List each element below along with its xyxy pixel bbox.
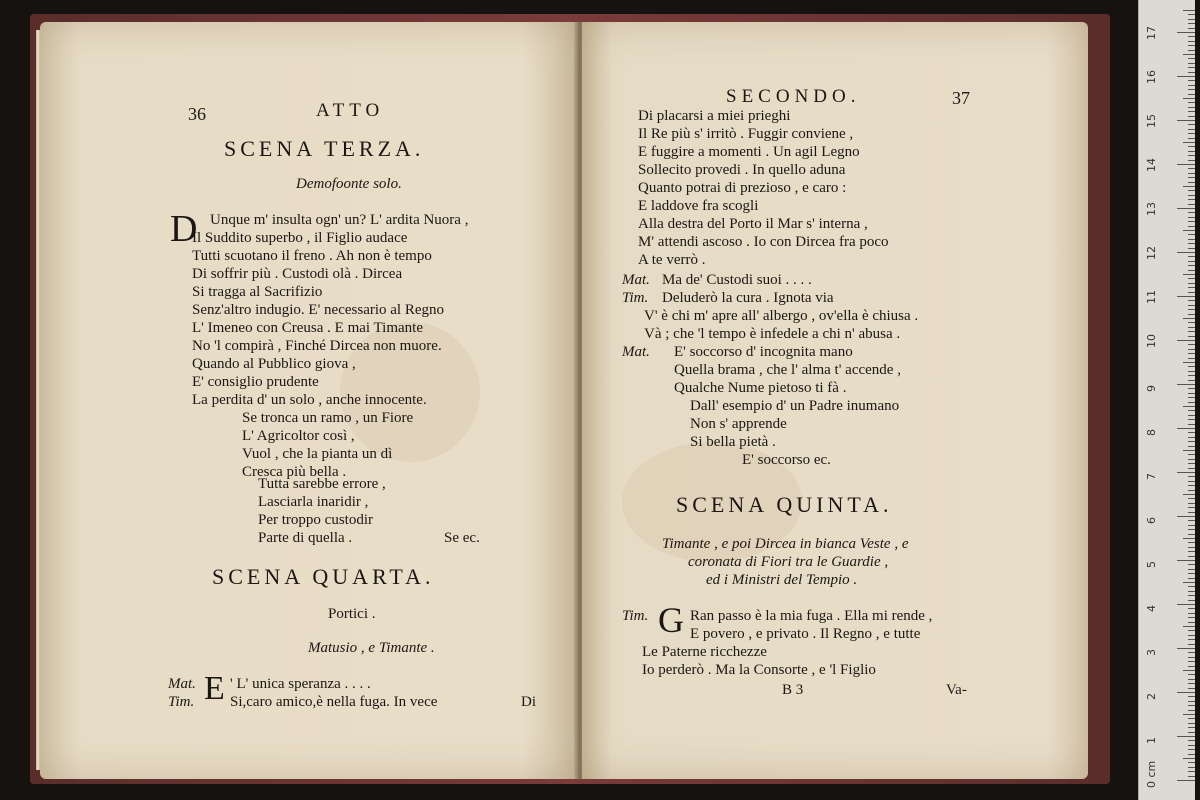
- ruler-tick: [1188, 644, 1195, 645]
- drop-cap: G: [658, 600, 684, 640]
- speaker-label: Tim.: [622, 290, 649, 306]
- aria-ending: Se ec.: [444, 530, 480, 546]
- ruler-tick: [1188, 432, 1195, 433]
- ruler-tick: [1188, 419, 1195, 420]
- text-line: Non s' apprende: [690, 416, 787, 432]
- ruler-tick: [1188, 173, 1195, 174]
- ruler-tick: [1188, 80, 1195, 81]
- scene-title: SCENA QUINTA.: [676, 492, 893, 517]
- ruler-tick: [1188, 622, 1195, 623]
- ruler-tick: [1188, 630, 1195, 631]
- ruler-tick: [1177, 428, 1195, 429]
- ruler-tick: [1188, 314, 1195, 315]
- ruler-tick: [1177, 736, 1195, 737]
- left-page: [40, 22, 577, 779]
- ruler-tick: [1188, 155, 1195, 156]
- ruler-tick: [1188, 498, 1195, 499]
- ruler-tick: [1188, 569, 1195, 570]
- right-page: [582, 22, 1088, 779]
- text-line: Parte di quella .: [258, 530, 353, 546]
- ruler-tick: [1188, 551, 1195, 552]
- ruler-tick: [1183, 318, 1195, 319]
- ruler-tick: [1188, 85, 1195, 86]
- ruler-tick: [1188, 446, 1195, 447]
- ruler-tick: [1188, 111, 1195, 112]
- ruler-tick: [1188, 380, 1195, 381]
- text-line: ed i Ministri del Tempio .: [706, 572, 858, 588]
- ruler-tick: [1188, 168, 1195, 169]
- text-line: Quando al Pubblico giova ,: [192, 356, 356, 372]
- ruler-tick: [1188, 573, 1195, 574]
- ruler-number: 9: [1145, 385, 1158, 392]
- ruler-tick: [1188, 58, 1195, 59]
- text-line: Unque m' insulta ogn' un? L' ardita Nuora ,: [210, 212, 469, 228]
- ruler-tick: [1188, 754, 1195, 755]
- ruler-tick: [1188, 534, 1195, 535]
- ruler-tick: [1188, 463, 1195, 464]
- ruler-tick: [1188, 767, 1195, 768]
- dialogue-line: ' L' unica speranza . . . .: [230, 676, 371, 692]
- ruler-tick: [1188, 278, 1195, 279]
- ruler-tick: [1188, 393, 1195, 394]
- ruler-tick: [1188, 657, 1195, 658]
- ruler-tick: [1188, 547, 1195, 548]
- ruler-tick: [1177, 208, 1195, 209]
- drop-cap: D: [170, 208, 198, 250]
- ruler-tick: [1188, 265, 1195, 266]
- ruler-tick: [1188, 701, 1195, 702]
- ruler-tick: [1188, 195, 1195, 196]
- text-line: Vuol , che la pianta un dì: [242, 446, 393, 462]
- scene-title: SCENA TERZA.: [224, 136, 425, 161]
- ruler-tick: [1188, 771, 1195, 772]
- text-line: coronata di Fiori tra le Guardie ,: [688, 554, 889, 570]
- text-line: Alla destra del Porto il Mar s' interna ,: [638, 216, 868, 232]
- ruler-tick: [1188, 683, 1195, 684]
- ruler-tick: [1188, 28, 1195, 29]
- text-line: La perdita d' un solo , anche innocente.: [192, 392, 427, 408]
- ruler-tick: [1188, 129, 1195, 130]
- running-head: SECONDO.: [726, 86, 861, 107]
- text-line: E' soccorso ec.: [742, 452, 831, 468]
- text-line: Dall' esempio d' un Padre inumano: [690, 398, 900, 414]
- ruler-tick: [1188, 41, 1195, 42]
- ruler-tick: [1188, 410, 1195, 411]
- text-line: E' consiglio prudente: [192, 374, 319, 390]
- ruler-tick: [1188, 459, 1195, 460]
- ruler-tick: [1188, 107, 1195, 108]
- scene-place: Portici .: [328, 606, 376, 622]
- ruler-tick: [1183, 406, 1195, 407]
- ruler-tick: [1183, 626, 1195, 627]
- ruler-tick: [1183, 494, 1195, 495]
- ruler-tick: [1188, 371, 1195, 372]
- ruler-tick: [1188, 261, 1195, 262]
- ruler-tick: [1177, 516, 1195, 517]
- text-line: Cresca più bella .: [242, 464, 347, 480]
- ruler-tick: [1188, 542, 1195, 543]
- ruler-tick: [1183, 54, 1195, 55]
- ruler-tick: [1188, 94, 1195, 95]
- ruler-tick: [1188, 248, 1195, 249]
- text-line: Và ; che 'l tempo è infedele a chi n' abusa .: [644, 326, 901, 342]
- ruler-tick: [1188, 635, 1195, 636]
- ruler-tick: [1183, 230, 1195, 231]
- ruler-tick: [1188, 520, 1195, 521]
- text-line: Tutti scuotano il freno . Ah non è tempo: [192, 248, 432, 264]
- text-line: V' è chi m' apre all' albergo , ov'ella è chiusa .: [644, 308, 919, 324]
- ruler-tick: [1177, 340, 1195, 341]
- ruler-tick: [1177, 32, 1195, 33]
- ruler-tick: [1183, 98, 1195, 99]
- ruler-tick: [1188, 740, 1195, 741]
- ruler-tick: [1188, 397, 1195, 398]
- ruler-tick: [1177, 120, 1195, 121]
- text-line: Io perderò . Ma la Consorte , e 'l Figlio: [642, 662, 876, 678]
- scene-cast: Matusio , e Timante .: [308, 640, 435, 656]
- ruler-tick: [1188, 19, 1195, 20]
- ruler-number: 5: [1145, 561, 1158, 568]
- ruler-tick: [1188, 331, 1195, 332]
- ruler-number: 7: [1145, 473, 1158, 480]
- ruler-tick: [1188, 503, 1195, 504]
- text-line: E' soccorso d' incognita mano: [674, 344, 853, 360]
- ruler-tick: [1188, 468, 1195, 469]
- ruler-tick: [1177, 560, 1195, 561]
- speaker-label: Mat.: [622, 344, 650, 360]
- text-line: Il Suddito superbo , il Figlio audace: [192, 230, 408, 246]
- ruler-number: 3: [1145, 649, 1158, 656]
- ruler-tick: [1188, 239, 1195, 240]
- text-line: Se tronca un ramo , un Fiore: [242, 410, 414, 426]
- ruler-tick: [1183, 582, 1195, 583]
- catchword: Va-: [946, 682, 967, 698]
- ruler-tick: [1188, 116, 1195, 117]
- ruler-tick: [1188, 212, 1195, 213]
- ruler-tick: [1183, 538, 1195, 539]
- ruler-tick: [1188, 402, 1195, 403]
- ruler-tick: [1188, 723, 1195, 724]
- ruler-tick: [1188, 666, 1195, 667]
- ruler-tick: [1188, 639, 1195, 640]
- text-line: L' Imeneo con Creusa . E mai Timante: [192, 320, 423, 336]
- ruler-tick: [1188, 674, 1195, 675]
- ruler-tick: [1188, 441, 1195, 442]
- ruler-tick: [1188, 388, 1195, 389]
- ruler-tick: [1188, 67, 1195, 68]
- ruler-tick: [1183, 758, 1195, 759]
- ruler-tick: [1188, 564, 1195, 565]
- ruler-tick: [1183, 186, 1195, 187]
- ruler-number: 14: [1145, 158, 1158, 172]
- ruler-tick: [1188, 124, 1195, 125]
- ruler-tick: [1188, 718, 1195, 719]
- ruler-tick: [1188, 89, 1195, 90]
- ruler-tick: [1188, 776, 1195, 777]
- ruler-tick: [1188, 710, 1195, 711]
- text-line: Quella brama , che l' alma t' accende ,: [674, 362, 901, 378]
- ruler-tick: [1188, 45, 1195, 46]
- ruler-tick: [1188, 23, 1195, 24]
- ruler-tick: [1188, 705, 1195, 706]
- ruler-tick: [1188, 375, 1195, 376]
- text-line: E povero , e privato . Il Regno , e tutte: [690, 626, 921, 642]
- speaker-label: Mat.: [168, 676, 196, 692]
- ruler-tick: [1188, 221, 1195, 222]
- ruler-tick: [1188, 226, 1195, 227]
- ruler-tick: [1188, 287, 1195, 288]
- ruler-tick: [1188, 586, 1195, 587]
- page-number: 37: [952, 88, 970, 108]
- ruler-number: 0 cm: [1145, 760, 1158, 788]
- ruler-tick: [1188, 485, 1195, 486]
- text-line: L' Agricoltor così ,: [242, 428, 355, 444]
- ruler-tick: [1188, 309, 1195, 310]
- ruler-tick: [1188, 556, 1195, 557]
- ruler-number: 8: [1145, 429, 1158, 436]
- ruler-tick: [1188, 727, 1195, 728]
- ruler-tick: [1188, 50, 1195, 51]
- text-line: Lasciarla inaridir ,: [258, 494, 369, 510]
- ruler-tick: [1188, 415, 1195, 416]
- ruler-tick: [1188, 525, 1195, 526]
- ruler-tick: [1188, 512, 1195, 513]
- text-line: Di placarsi a miei prieghi: [638, 108, 791, 124]
- ruler-tick: [1188, 591, 1195, 592]
- ruler-tick: [1183, 274, 1195, 275]
- text-line: No 'l compirà , Finché Dircea non muore.: [192, 338, 442, 354]
- ruler-tick: [1183, 142, 1195, 143]
- text-line: Quanto potrai di prezioso , e caro :: [638, 180, 847, 196]
- text-line: Qualche Nume pietoso ti fà .: [674, 380, 847, 396]
- dialogue-line: Si,caro amico,è nella fuga. In vece: [230, 694, 438, 710]
- ruler-tick: [1188, 190, 1195, 191]
- running-head: ATTO: [316, 100, 385, 121]
- text-line: Si bella pietà .: [690, 434, 776, 450]
- ruler-number: 16: [1145, 70, 1158, 84]
- ruler-tick: [1188, 14, 1195, 15]
- text-line: Deluderò la cura . Ignota via: [662, 290, 834, 306]
- speaker-label: Tim.: [168, 694, 195, 710]
- ruler-tick: [1188, 72, 1195, 73]
- text-line: Di soffrir più . Custodi olà . Dircea: [192, 266, 403, 282]
- text-line: A te verrò .: [638, 252, 706, 268]
- text-line: Si tragga al Sacrifizio: [192, 284, 323, 300]
- ruler-number: 11: [1145, 290, 1158, 304]
- ruler-tick: [1188, 661, 1195, 662]
- ruler-tick: [1188, 300, 1195, 301]
- ruler-number: 10: [1145, 334, 1158, 348]
- ruler-tick: [1177, 780, 1195, 781]
- text-line: Per troppo custodir: [258, 512, 373, 528]
- ruler-tick: [1188, 305, 1195, 306]
- ruler-tick: [1177, 604, 1195, 605]
- ruler-tick: [1188, 732, 1195, 733]
- ruler-tick: [1177, 296, 1195, 297]
- ruler-tick: [1188, 283, 1195, 284]
- ruler-tick: [1188, 344, 1195, 345]
- ruler-tick: [1188, 454, 1195, 455]
- ruler-tick: [1188, 243, 1195, 244]
- ruler-tick: [1188, 151, 1195, 152]
- ruler-tick: [1188, 507, 1195, 508]
- ruler-number: 6: [1145, 517, 1158, 524]
- ruler-tick: [1188, 749, 1195, 750]
- ruler-tick: [1188, 745, 1195, 746]
- ruler-number: 1: [1145, 737, 1158, 744]
- ruler-tick: [1188, 146, 1195, 147]
- ruler-tick: [1188, 578, 1195, 579]
- ruler-tick: [1188, 688, 1195, 689]
- ruler-tick: [1188, 679, 1195, 680]
- text-line: Senz'altro indugio. E' necessario al Regno: [192, 302, 445, 318]
- ruler-tick: [1183, 450, 1195, 451]
- ruler-tick: [1188, 349, 1195, 350]
- ruler-tick: [1183, 714, 1195, 715]
- text-line: E laddove fra scogli: [638, 198, 759, 214]
- ruler-tick: [1188, 327, 1195, 328]
- ruler-tick: [1188, 608, 1195, 609]
- ruler-tick: [1188, 600, 1195, 601]
- ruler-number: 4: [1145, 605, 1158, 612]
- ruler-tick: [1188, 437, 1195, 438]
- ruler-tick: [1188, 762, 1195, 763]
- scene-cast: Demofoonte solo.: [296, 176, 402, 192]
- ruler-tick: [1183, 362, 1195, 363]
- text-line: Il Re più s' irritò . Fuggir conviene ,: [638, 126, 854, 142]
- ruler-tick: [1188, 353, 1195, 354]
- text-line: M' attendi ascoso . Io con Dircea fra poco: [638, 234, 889, 250]
- speaker-label: Mat.: [622, 272, 650, 288]
- ruler-tick: [1188, 217, 1195, 218]
- ruler-number: 17: [1145, 26, 1158, 40]
- ruler-tick: [1188, 63, 1195, 64]
- ruler-tick: [1188, 476, 1195, 477]
- text-line: E fuggire a momenti . Un agil Legno: [638, 144, 860, 160]
- catchword: Di: [521, 694, 536, 710]
- ruler-tick: [1188, 177, 1195, 178]
- speaker-label: Tim.: [622, 608, 649, 624]
- ruler-number: 15: [1145, 114, 1158, 128]
- text-line: Le Paterne ricchezze: [642, 644, 767, 660]
- ruler-tick: [1188, 358, 1195, 359]
- ruler-number: 12: [1145, 246, 1158, 260]
- ruler-tick: [1188, 529, 1195, 530]
- ruler-tick: [1188, 199, 1195, 200]
- ruler-tick: [1177, 648, 1195, 649]
- ruler-tick: [1177, 472, 1195, 473]
- ruler-number: 13: [1145, 202, 1158, 216]
- ruler-tick: [1188, 133, 1195, 134]
- ruler-tick: [1188, 490, 1195, 491]
- ruler-tick: [1188, 322, 1195, 323]
- drop-cap: E: [204, 670, 225, 707]
- ruler-tick: [1188, 182, 1195, 183]
- ruler-tick: [1188, 595, 1195, 596]
- ruler-tick: [1177, 252, 1195, 253]
- ruler-tick: [1188, 613, 1195, 614]
- ruler-tick: [1177, 692, 1195, 693]
- text-line: Sollecito provedi . In quello aduna: [638, 162, 846, 178]
- ruler-tick: [1188, 617, 1195, 618]
- ruler-tick: [1188, 481, 1195, 482]
- ruler-tick: [1188, 256, 1195, 257]
- text-line: Ran passo è la mia fuga . Ella mi rende ,: [690, 608, 933, 624]
- signature-mark: B 3: [782, 682, 804, 698]
- ruler-tick: [1188, 336, 1195, 337]
- ruler-tick: [1177, 76, 1195, 77]
- ruler-tick: [1188, 424, 1195, 425]
- ruler-tick: [1188, 234, 1195, 235]
- ruler-tick: [1177, 164, 1195, 165]
- ruler-tick: [1188, 160, 1195, 161]
- ruler-tick: [1188, 366, 1195, 367]
- page-number: 36: [188, 104, 206, 124]
- scene-title: SCENA QUARTA.: [212, 564, 435, 589]
- ruler-tick: [1188, 292, 1195, 293]
- ruler-tick: [1177, 384, 1195, 385]
- text-line: Timante , e poi Dircea in bianca Veste , e: [662, 536, 909, 552]
- ruler-tick: [1188, 204, 1195, 205]
- ruler-number: 2: [1145, 693, 1158, 700]
- ruler-tick: [1188, 138, 1195, 139]
- ruler-tick: [1188, 652, 1195, 653]
- ruler-tick: [1188, 36, 1195, 37]
- ruler-tick: [1188, 270, 1195, 271]
- text-line: Tutta sarebbe errore ,: [258, 476, 386, 492]
- ruler-tick: [1188, 696, 1195, 697]
- ruler-tick: [1183, 670, 1195, 671]
- measurement-ruler: [1138, 0, 1195, 800]
- dialogue-line: Ma de' Custodi suoi . . . .: [662, 272, 812, 288]
- ruler-tick: [1183, 10, 1195, 11]
- ruler-tick: [1188, 102, 1195, 103]
